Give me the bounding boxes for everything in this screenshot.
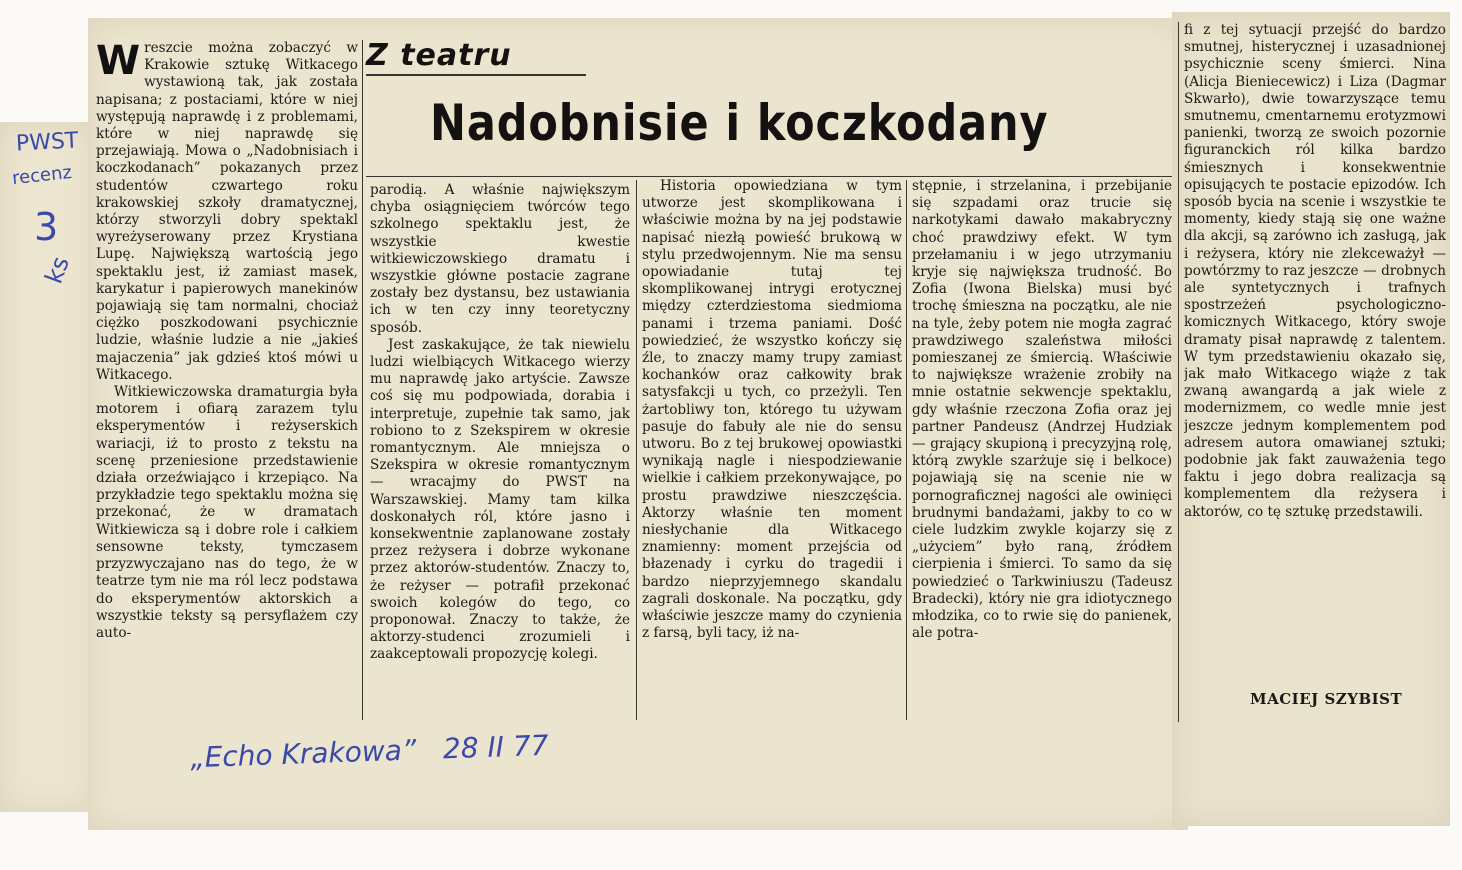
- source-name: „Echo Krakowa”: [189, 733, 417, 775]
- column-4: [912, 178, 1172, 718]
- handwritten-category: recenz: [11, 161, 73, 190]
- handwritten-archive-code: PWST: [15, 128, 80, 157]
- source-date: 28 II 77: [442, 728, 550, 766]
- column-1-paragraph-2: Witkiewiczowska dramaturgia była motorem i ofiarą zarazem tylu eksperymentów i reżyserskich wariacji, iż to prosto z tekstu na scenę przeniesione przedstawienie działa orzeźwiająco i krzepiąco. Na przykładzie tego spektaklu można się przekonać, że w dramatach Witkiewicza są i dobre role i całkiem sensowne teksty, tymczasem przyzwyczajano nas do tego, że w teatrze tym nie ma ról lecz podstawa do eksperymentów aktorskich a wszystkie teksty są persyflażem czy auto-: [96, 384, 358, 641]
- author-byline: MACIEJ SZYBIST: [1250, 690, 1403, 708]
- column-1: [96, 40, 358, 725]
- column-1-paragraph-1: reszcie można zobaczyć w Krakowie sztukę Witkacego wystawioną tak, jak została napisana; z postaciami, które w niej występują naprawdę i z problemami, które w niej naprawdę się przejawiają. Mowa o „Nadobnisiach i koczkodanach” pokazanych przez studentów czwartego roku krakowskiej szkoły dramatycznej, którzy stworzyli dobry spektakl wyreżyserowany przez Krystiana Lupę. Największą wartością jego spektaklu jest, iż zamiast masek, karykatur i papierowych manekinów pojawiają się tam normalni, chociaż ciężko poszkodowani psychicznie ludzie, właśnie ludzie a nie „jakieś majaczenia” jak gdzieś ktoś mówi u Witkacego.: [96, 40, 358, 383]
- drop-cap: W: [96, 40, 141, 84]
- column-divider-4: [1178, 22, 1179, 722]
- headline-bottom-rule: [366, 176, 1172, 177]
- column-3-paragraph-1: Historia opowiedziana w tym utworze jest skomplikowana i właściwie można by na jej podstawie napisać niezłą powieść brukową w stylu przedwojennym. Nie ma sensu opowiadanie tutaj tej skomplikowanej intrygi erotycznej między czterdziestoma siedmioma panami i trzema paniami. Dość powiedzieć, że wszystko kończy się źle, to znaczy mamy trupy zamiast kochanków oraz całkowity brak satysfakcji u tych, co przeżyli. Ten żartobliwy ton, którego tu używam pasuje do fabuły ale nie do sensu utworu. Bo z tej brukowej opowiastki wynikają nagle i niespodziewanie wielkie i całkiem przekonywające, po prostu prawdziwe nieszczęścia. Aktorzy właśnie ten moment niesłychanie dla Witkacego znamienny: moment przejścia od błazenady i cyrku do tragedii i bardzo nieprzyjemnego skandalu zagrali doskonale. Na początku, gdy właściwie jeszcze mamy do czynienia z farsą, byli tacy, iż na-: [642, 178, 902, 642]
- column-divider-3: [906, 180, 907, 720]
- column-divider-1: [362, 40, 363, 720]
- kicker-underline: [366, 74, 586, 76]
- column-2-paragraph-1: parodią. A właśnie największym chyba osiągnięciem twórców tego szkolnego spektaklu jest, że wszystkie kwestie witkiewiczowskiego dramatu i wszystkie główne postacie zagrane zostały bez dystansu, bez ustawiania ich w ten czy inny teoretyczny sposób.: [370, 182, 630, 336]
- column-2-paragraph-2: Jest zaskakujące, że tak niewielu ludzi wielbiących Witkacego wierzy mu naprawdę jako artyście. Zawsze coś się mu podpowiada, dorabia i interpretuje, zupełnie tak samo, jak robiono to z Szekspirem w okresie romantycznym. Ale mniejsza o Szekspira w okresie romantycznym — wracajmy do PWST na Warszawskiej. Mamy tam kilka doskonałych ról, które jasno i konsekwentnie zaplanowane zostały przez reżysera i dobrze wykonane przez aktorów-studentów. Znaczy to, że reżyser — potrafił przekonać swoich kolegów do tego, co proponował. Znaczy to także, że aktorzy-studenci zrozumieli i zaakceptowali propozycję kolegi.: [370, 336, 630, 663]
- article-headline: Nadobnisie i koczkodany: [430, 94, 1049, 152]
- column-4-paragraph-1: stępnie, i strzelanina, i przebijanie się szpadami oraz trucie się narkotykami dawało makabryczny choć prawdziwy efekt. W tym przełamaniu i w jego utrzymaniu kryje się największa trudność. Bo Zofia (Iwona Bielska) musi być trochę śmieszna na początku, ale nie na tyle, żeby potem nie mogła zagrać prawdziwego szaleństwa miłości pomieszanej ze śmiercią. Właściwie to największe wrażenie zrobiły na mnie ostatnie sekwencje spektaklu, gdy właśnie rzeczona Zofia oraz jej partner Pandeusz (Andrzej Hudziak — grający skupioną i precyzyjną rolę, którą zwykle szarżuje się i belkoce) pojawiają się na scenie nie w pornograficznej nagości ale owinięci brudnymi bandażami, jakby to co w ciele ludzkim zwykle kojarzy się z „użyciem” było raną, źródłem cierpienia i śmierci. To samo da się powiedzieć o Tarkwiniuszu (Tadeusz Bradecki), który nie gra idiotycznego młodzika, co to rwie się do panienek, ale potra-: [912, 178, 1172, 642]
- column-2: [370, 182, 630, 722]
- column-5: [1184, 22, 1446, 684]
- column-5-paragraph-1: fi z tej sytuacji przejść do bardzo smutnej, histerycznej i uzasadnionej psychicznie sceny śmierci. Nina (Alicja Bieniecewicz) i Liza (Dagmar Skwarło), dwie towarzyszące temu smutnemu, cmentarnemu erotyzmowi panienki, tworzą ze swoich pozornie figuranckich ról kilka bardzo śmiesznych i konsekwentnie opisujących te postacie epizodów. Ich sposób bycia na scenie i wszystkie te momenty, kiedy stają się one ważne dla akcji, są zarówno ich zasługą, jak i reżysera, który nie zlekceważył — powtórzmy to raz jeszcze — drobnych ale syntetycznych i trafnych spostrzeżeń psychologiczno-komicznych Witkacego, który swoje dramaty pisał naprawdę z talentem. W tym przedstawieniu okazało się, jak mało Witkacego wiąże z tak zwaną awangardą a jak wiele z modernizmem, co wedle mnie jest jeszcze jednym komplementem pod adresem autora omawianej sztuki; podobnie jak fakt zauważenia tego faktu i jego dobra realizacja są komplementem dla reżysera i aktorów, co tę sztukę przedstawili.: [1184, 22, 1446, 520]
- column-3: [642, 178, 902, 718]
- section-kicker: Z teatru: [366, 38, 512, 73]
- handwritten-initials: ks: [39, 252, 75, 288]
- handwritten-number: 3: [34, 205, 59, 249]
- column-divider-2: [636, 180, 637, 720]
